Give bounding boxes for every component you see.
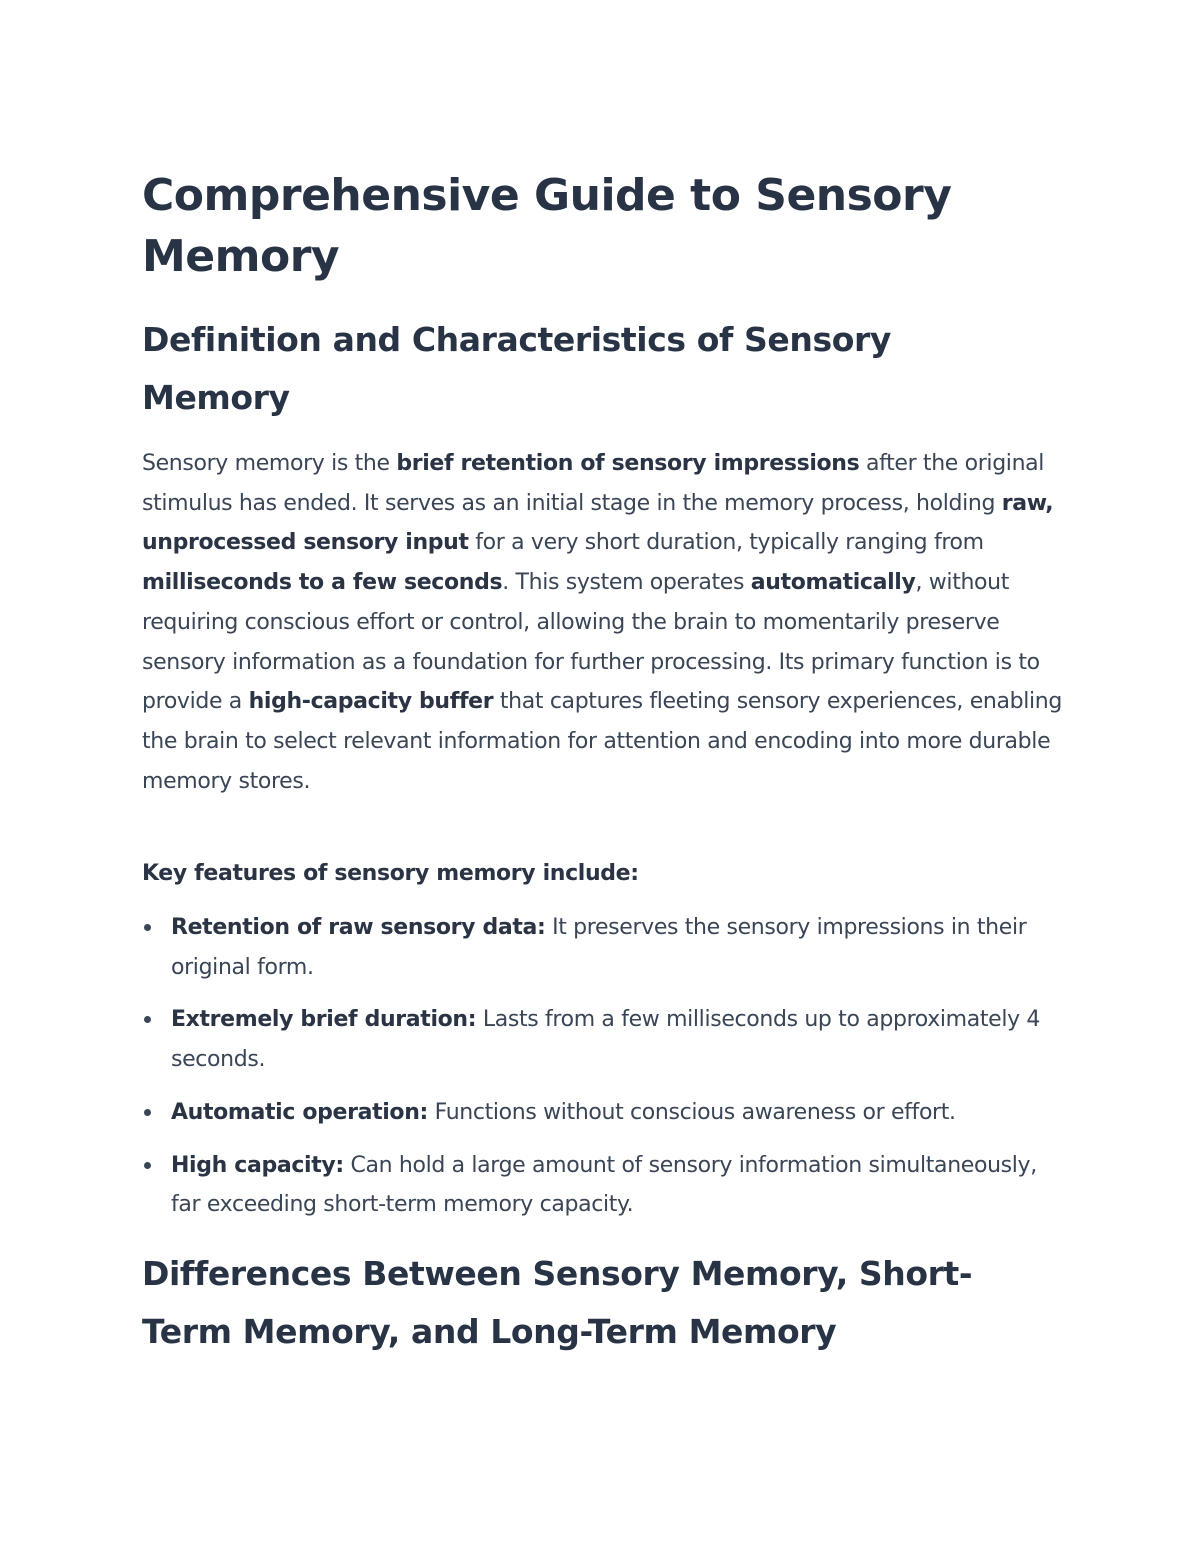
bullet-icon (144, 1016, 151, 1023)
list-item-text: Lasts from a few milliseconds up to approximately 4 seconds. (171, 1007, 1041, 1073)
bullet-icon (144, 1162, 151, 1169)
definition-paragraph (142, 444, 1062, 801)
bullet-icon (144, 924, 151, 931)
bullet-icon (144, 1109, 151, 1116)
page-title: Comprehensive Guide to Sensory Memory (142, 170, 952, 282)
paragraph-text: that captures fleeting sensory experiences, enabling the brain to select relevant information for attention and encoding into more durable memory stores. (142, 689, 1062, 794)
list-item (142, 1146, 1062, 1225)
list-item-text: It preserves the sensory impressions in their original form. (171, 915, 1027, 980)
list-item-label: Extremely brief duration: (171, 1007, 477, 1033)
paragraph-bold-text: milliseconds to a few seconds (142, 570, 503, 596)
paragraph-text: Sensory memory is the (142, 451, 397, 476)
paragraph-text: after the original stimulus has ended. It serves as an initial stage in the memory process, holding (142, 451, 1045, 516)
list-item-label: High capacity: (171, 1152, 344, 1178)
paragraph-bold-text: automatically (750, 570, 916, 596)
list-item-label: Retention of raw sensory data: (171, 915, 546, 940)
list-item (142, 908, 1062, 987)
section-heading-definition: Definition and Characteristics of Sensory Memory (142, 320, 891, 417)
list-item-text: Functions without conscious awareness or effort. (427, 1099, 956, 1125)
paragraph-text: for a very short duration, typically ranging from (468, 530, 984, 556)
paragraph-text: . This system operates (502, 570, 751, 596)
section-heading-differences: Differences Between Sensory Memory, Short-Term Memory, and Long-Term Memory (142, 1254, 973, 1351)
paragraph-bold-text: brief retention of sensory impressions (396, 451, 860, 476)
list-item (142, 1093, 1062, 1133)
key-features-list (142, 908, 1062, 1238)
paragraph-bold-text: raw, unprocessed sensory input (142, 490, 1054, 556)
list-item-label: Automatic operation: (171, 1099, 428, 1125)
list-item (142, 1000, 1062, 1079)
list-item-text: Can hold a large amount of sensory information simultaneously, far exceeding short-term memory capacity. (171, 1152, 1037, 1218)
paragraph-text: , without requiring conscious effort or control, allowing the brain to momentarily preserve sensory information as a foundation for further processing. Its primary function is to provide a (142, 570, 1040, 715)
paragraph-bold-text: high-capacity buffer (248, 689, 494, 715)
key-features-heading: Key features of sensory memory include: (142, 861, 639, 886)
